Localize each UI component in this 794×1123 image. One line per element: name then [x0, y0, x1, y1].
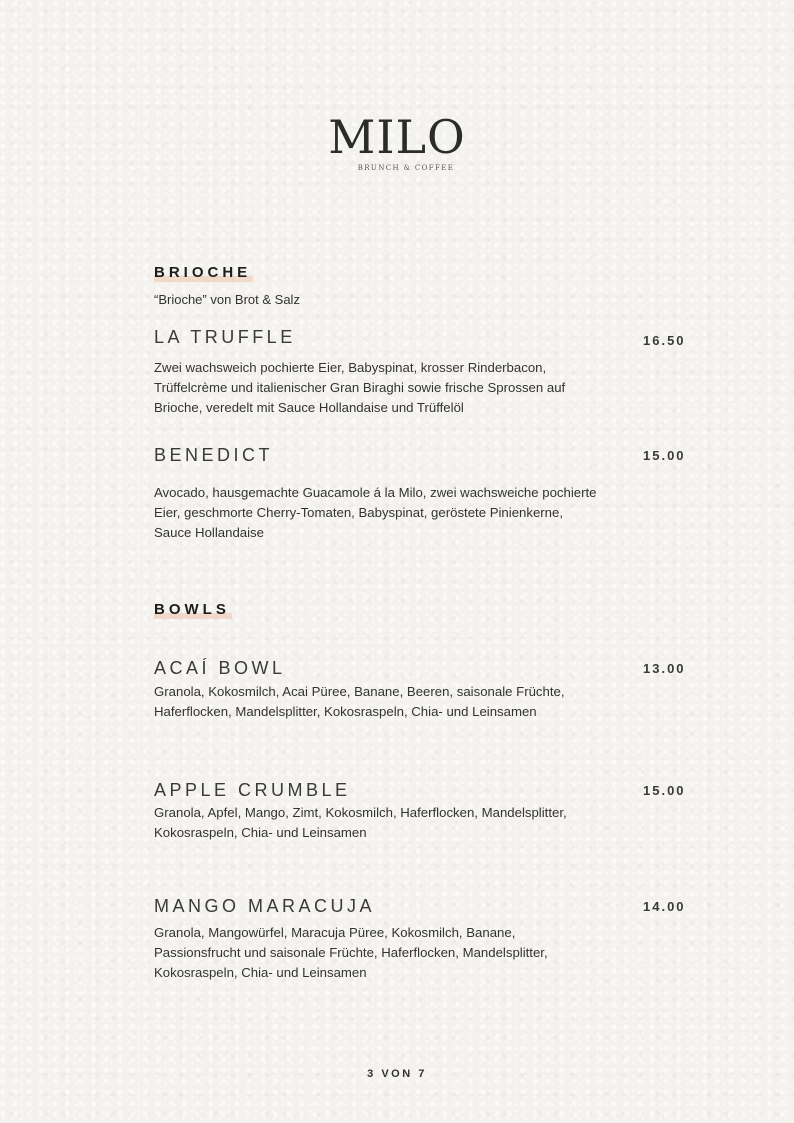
section-title-brioche: BRIOCHE — [154, 264, 252, 281]
menu-item-name: ACAÍ BOWL — [154, 658, 286, 678]
logo — [0, 112, 794, 172]
logo-tagline: BRUNCH & COFFEE — [357, 164, 455, 172]
menu-item-price: 15.00 — [643, 783, 686, 798]
menu-item-description: Zwei wachsweich pochierte Eier, Babyspinat, krosser Rinderbacon, Trüffelcrème und italienischer Gran Biraghi sowie frische Sprossen auf Brioche, veredelt mit Sauce Hollandaise und Trüffelöl — [154, 360, 566, 415]
section-title-bowls: BOWLS — [154, 601, 230, 618]
logo-wordmark: MILO — [328, 110, 466, 164]
menu-item-name: MANGO MARACUJA — [154, 896, 376, 916]
section-subtitle-brioche: “Brioche” von Brot & Salz — [154, 292, 300, 307]
page-number: 3 VON 7 — [367, 1068, 427, 1080]
menu-item-price: 14.00 — [643, 899, 686, 914]
menu-item-description: Granola, Mangowürfel, Maracuja Püree, Kokosmilch, Banane, Passionsfrucht und saisonale Früchte, Haferflocken, Mandelsplitter, Kokosraspeln, Chia- und Leinsamen — [154, 925, 548, 980]
menu-item-description: Granola, Apfel, Mango, Zimt, Kokosmilch, Haferflocken, Mandelsplitter, Kokosraspeln, Chia- und Leinsamen — [154, 805, 567, 840]
menu-item-name: LA TRUFFLE — [154, 327, 296, 347]
menu-item-description: Avocado, hausgemachte Guacamole á la Milo, zwei wachsweiche pochierte Eier, geschmorte Cherry-Tomaten, Babyspinat, geröstete Pinienkerne, Sauce Hollandaise — [154, 485, 597, 540]
menu-item-price: 13.00 — [643, 661, 686, 676]
menu-item-price: 15.00 — [643, 448, 686, 463]
menu-item-price: 16.50 — [643, 333, 686, 348]
menu-item-name: APPLE CRUMBLE — [154, 780, 351, 800]
menu-item-name: BENEDICT — [154, 445, 274, 465]
menu-item-description: Granola, Kokosmilch, Acai Püree, Banane, Beeren, saisonale Früchte, Haferflocken, Mandelsplitter, Kokosraspeln, Chia- und Leinsamen — [154, 684, 565, 719]
